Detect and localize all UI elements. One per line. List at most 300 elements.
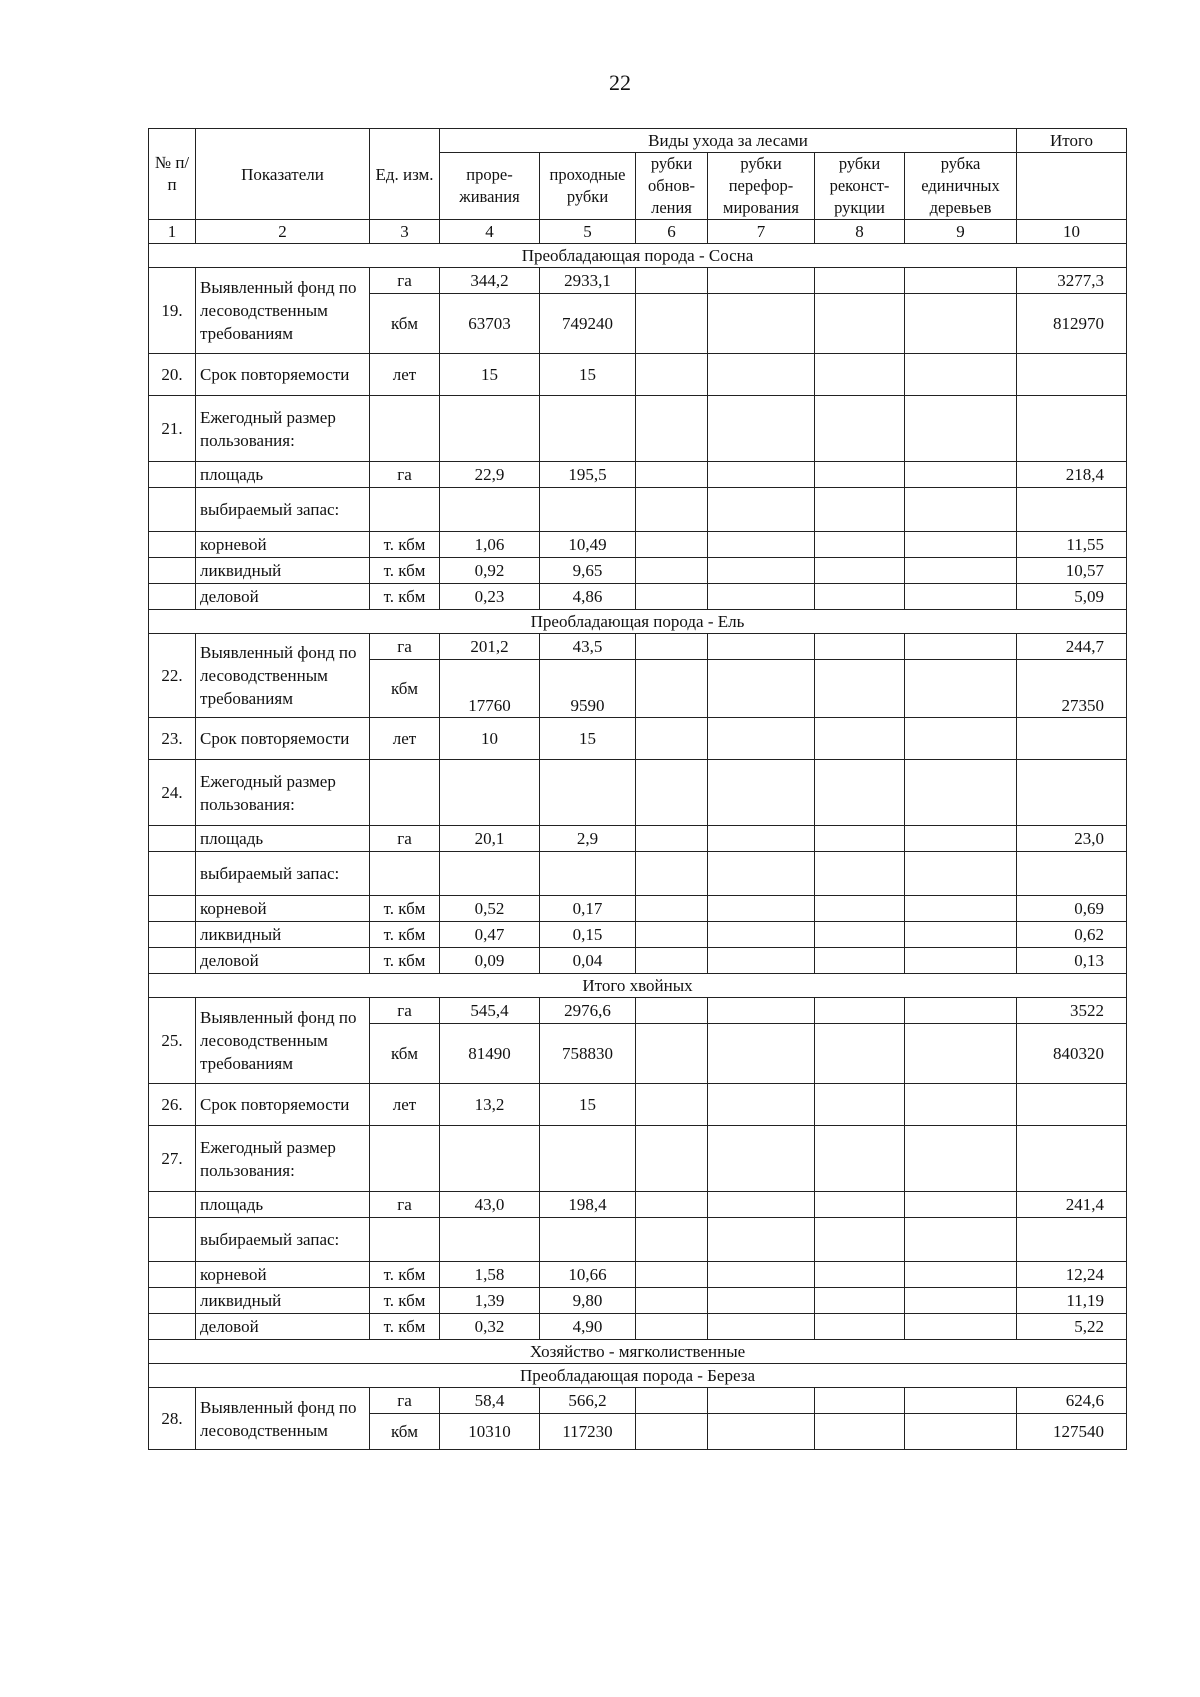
empty-cell — [708, 1288, 815, 1314]
value-passage-cutting: 749240 — [540, 294, 636, 354]
column-number: 4 — [440, 220, 540, 244]
row-number — [149, 558, 196, 584]
row-number: 26. — [149, 1084, 196, 1126]
empty-cell — [708, 1262, 815, 1288]
empty-cell — [905, 558, 1017, 584]
empty-cell — [905, 826, 1017, 852]
unit-cell: га — [370, 1388, 440, 1414]
empty-cell — [636, 1192, 708, 1218]
empty-cell — [815, 826, 905, 852]
empty-cell — [815, 1024, 905, 1084]
row-number: 27. — [149, 1126, 196, 1192]
empty-cell — [815, 1218, 905, 1262]
unit-cell: т. кбм — [370, 948, 440, 974]
value-total: 5,22 — [1017, 1314, 1127, 1340]
row-number: 28. — [149, 1388, 196, 1450]
value-thinning: 0,09 — [440, 948, 540, 974]
stock-row — [149, 488, 1127, 532]
empty-cell — [440, 1218, 540, 1262]
empty-cell — [905, 294, 1017, 354]
empty-cell — [708, 488, 815, 532]
empty-cell — [905, 998, 1017, 1024]
indicator-label: ликвидный — [196, 558, 370, 584]
empty-cell — [708, 1126, 815, 1192]
value-thinning: 17760 — [440, 660, 540, 718]
empty-cell — [815, 1192, 905, 1218]
period-row — [149, 718, 1127, 760]
value-passage-cutting: 758830 — [540, 1024, 636, 1084]
column-numbers-row — [149, 220, 1127, 244]
value-total: 244,7 — [1017, 634, 1127, 660]
empty-cell — [370, 1218, 440, 1262]
value-passage-cutting: 0,04 — [540, 948, 636, 974]
empty-cell — [636, 896, 708, 922]
indicator-label: Выявленный фонд по лесоводственным требованиям — [196, 998, 370, 1084]
indicator-label: деловой — [196, 948, 370, 974]
empty-cell — [905, 760, 1017, 826]
row-number: 20. — [149, 354, 196, 396]
empty-cell — [636, 1314, 708, 1340]
value-thinning: 63703 — [440, 294, 540, 354]
empty-cell — [1017, 488, 1127, 532]
header-type-line: рубка — [940, 154, 981, 173]
area-row — [149, 1192, 1127, 1218]
empty-cell — [905, 354, 1017, 396]
value-thinning: 15 — [440, 354, 540, 396]
empty-cell — [636, 718, 708, 760]
value-thinning: 1,06 — [440, 532, 540, 558]
value-thinning: 0,32 — [440, 1314, 540, 1340]
empty-cell — [815, 922, 905, 948]
section-title-row — [149, 974, 1127, 998]
page-number: 22 — [609, 70, 631, 95]
value-thinning: 81490 — [440, 1024, 540, 1084]
header-num: № п/п — [149, 129, 196, 220]
fund-row-ha — [149, 634, 1127, 660]
liquid-row — [149, 922, 1127, 948]
value-total: 3277,3 — [1017, 268, 1127, 294]
unit-cell: га — [370, 634, 440, 660]
empty-cell — [815, 354, 905, 396]
row-number — [149, 584, 196, 610]
row-number — [149, 1262, 196, 1288]
empty-cell — [1017, 760, 1127, 826]
unit-cell: кбм — [370, 294, 440, 354]
empty-cell — [708, 558, 815, 584]
header-type-1 — [440, 153, 540, 220]
empty-cell — [708, 1218, 815, 1262]
empty-cell — [708, 354, 815, 396]
value-thinning: 10 — [440, 718, 540, 760]
fund-row-ha — [149, 998, 1127, 1024]
indicator-label: площадь — [196, 462, 370, 488]
unit-cell: га — [370, 826, 440, 852]
header-type-4 — [708, 153, 815, 220]
unit-cell: т. кбм — [370, 584, 440, 610]
empty-cell — [636, 1388, 708, 1414]
empty-cell — [636, 634, 708, 660]
indicator-label: корневой — [196, 1262, 370, 1288]
value-total: 127540 — [1017, 1414, 1127, 1450]
empty-cell — [708, 294, 815, 354]
empty-cell — [540, 396, 636, 462]
business-row — [149, 584, 1127, 610]
value-thinning: 10310 — [440, 1414, 540, 1450]
row-number: 21. — [149, 396, 196, 462]
empty-cell — [636, 268, 708, 294]
empty-cell — [440, 488, 540, 532]
column-number: 10 — [1017, 220, 1127, 244]
value-passage-cutting: 566,2 — [540, 1388, 636, 1414]
column-number: 7 — [708, 220, 815, 244]
value-total: 241,4 — [1017, 1192, 1127, 1218]
column-number: 8 — [815, 220, 905, 244]
header-type-line: перефор- — [728, 176, 794, 195]
empty-cell — [370, 852, 440, 896]
unit-cell: лет — [370, 718, 440, 760]
header-type-line: реконст- — [829, 176, 890, 195]
root-row — [149, 532, 1127, 558]
empty-cell — [815, 660, 905, 718]
value-total: 10,57 — [1017, 558, 1127, 584]
unit-cell: га — [370, 998, 440, 1024]
value-thinning: 20,1 — [440, 826, 540, 852]
value-passage-cutting: 198,4 — [540, 1192, 636, 1218]
empty-cell — [905, 634, 1017, 660]
empty-cell — [540, 1126, 636, 1192]
indicator-label: площадь — [196, 1192, 370, 1218]
unit-cell: т. кбм — [370, 922, 440, 948]
empty-cell — [440, 852, 540, 896]
empty-cell — [815, 896, 905, 922]
header-type-line: рукции — [834, 198, 885, 217]
empty-cell — [905, 852, 1017, 896]
value-thinning: 22,9 — [440, 462, 540, 488]
value-thinning: 0,92 — [440, 558, 540, 584]
empty-cell — [815, 532, 905, 558]
empty-cell — [905, 1262, 1017, 1288]
empty-cell — [708, 826, 815, 852]
header-type-line: рубки — [838, 154, 881, 173]
value-passage-cutting: 15 — [540, 1084, 636, 1126]
value-total: 3522 — [1017, 998, 1127, 1024]
value-thinning: 1,39 — [440, 1288, 540, 1314]
header-total: Итого — [1017, 129, 1127, 153]
value-passage-cutting: 43,5 — [540, 634, 636, 660]
empty-cell — [905, 1024, 1017, 1084]
empty-cell — [708, 852, 815, 896]
header-type-2 — [540, 153, 636, 220]
header-type-line: проходные — [549, 165, 626, 184]
value-passage-cutting: 0,15 — [540, 922, 636, 948]
empty-cell — [815, 584, 905, 610]
annual-row — [149, 396, 1127, 462]
value-thinning: 43,0 — [440, 1192, 540, 1218]
indicator-label: деловой — [196, 584, 370, 610]
liquid-row — [149, 1288, 1127, 1314]
empty-cell — [636, 488, 708, 532]
row-number: 19. — [149, 268, 196, 354]
empty-cell — [708, 922, 815, 948]
farm-title-row — [149, 1340, 1127, 1364]
empty-cell — [540, 488, 636, 532]
unit-cell: т. кбм — [370, 1288, 440, 1314]
empty-cell — [905, 948, 1017, 974]
indicator-label: Срок повторяемости — [196, 1084, 370, 1126]
unit-cell: га — [370, 268, 440, 294]
indicator-label: площадь — [196, 826, 370, 852]
empty-cell — [905, 1126, 1017, 1192]
root-row — [149, 1262, 1127, 1288]
section-title-row — [149, 1364, 1127, 1388]
value-thinning: 201,2 — [440, 634, 540, 660]
header-type-line: мирования — [723, 198, 799, 217]
empty-cell — [370, 488, 440, 532]
empty-cell — [636, 294, 708, 354]
section-title: Итого хвойных — [149, 974, 1127, 998]
value-passage-cutting: 0,17 — [540, 896, 636, 922]
fund-row-ha — [149, 1388, 1127, 1414]
header-indicators: Показатели — [196, 129, 370, 220]
value-total: 0,69 — [1017, 896, 1127, 922]
empty-cell — [815, 268, 905, 294]
value-total — [1017, 718, 1127, 760]
empty-cell — [815, 718, 905, 760]
empty-cell — [540, 852, 636, 896]
empty-cell — [905, 268, 1017, 294]
empty-cell — [708, 718, 815, 760]
header-unit: Ед. изм. — [370, 129, 440, 220]
empty-cell — [636, 826, 708, 852]
value-thinning: 0,23 — [440, 584, 540, 610]
value-passage-cutting: 9,80 — [540, 1288, 636, 1314]
column-number: 1 — [149, 220, 196, 244]
empty-cell — [905, 1314, 1017, 1340]
row-number — [149, 852, 196, 896]
value-thinning: 1,58 — [440, 1262, 540, 1288]
empty-cell — [636, 1414, 708, 1450]
empty-cell — [708, 1414, 815, 1450]
value-passage-cutting: 195,5 — [540, 462, 636, 488]
empty-cell — [636, 354, 708, 396]
empty-cell — [708, 634, 815, 660]
empty-cell — [540, 760, 636, 826]
value-passage-cutting: 9590 — [540, 660, 636, 718]
header-type-5 — [815, 153, 905, 220]
indicator-label: деловой — [196, 1314, 370, 1340]
empty-cell — [636, 948, 708, 974]
unit-cell: т. кбм — [370, 1262, 440, 1288]
empty-cell — [708, 1084, 815, 1126]
indicator-label: Ежегодный размер пользования: — [196, 396, 370, 462]
empty-cell — [440, 760, 540, 826]
column-number: 6 — [636, 220, 708, 244]
empty-cell — [815, 760, 905, 826]
row-number: 24. — [149, 760, 196, 826]
empty-cell — [815, 1084, 905, 1126]
table-body — [149, 129, 1127, 1450]
empty-cell — [636, 1288, 708, 1314]
section-title-row — [149, 244, 1127, 268]
indicator-label: корневой — [196, 896, 370, 922]
section-title: Преобладающая порода - Береза — [149, 1364, 1127, 1388]
indicator-label: выбираемый запас: — [196, 488, 370, 532]
row-number: 25. — [149, 998, 196, 1084]
empty-cell — [905, 660, 1017, 718]
row-number — [149, 1192, 196, 1218]
value-total: 624,6 — [1017, 1388, 1127, 1414]
empty-cell — [708, 268, 815, 294]
header-type-line: обнов- — [647, 176, 695, 195]
empty-cell — [636, 532, 708, 558]
unit-cell: кбм — [370, 1414, 440, 1450]
value-passage-cutting: 117230 — [540, 1414, 636, 1450]
empty-cell — [440, 396, 540, 462]
indicator-label: выбираемый запас: — [196, 1218, 370, 1262]
empty-cell — [636, 1126, 708, 1192]
header-row-1 — [149, 129, 1127, 153]
empty-cell — [815, 462, 905, 488]
column-number: 5 — [540, 220, 636, 244]
empty-cell — [636, 1218, 708, 1262]
stock-row — [149, 1218, 1127, 1262]
header-type-line: деревьев — [929, 198, 992, 217]
row-number — [149, 948, 196, 974]
header-type-line: ления — [651, 198, 692, 217]
empty-cell — [1017, 1218, 1127, 1262]
row-number — [149, 1314, 196, 1340]
empty-cell — [905, 922, 1017, 948]
period-row — [149, 1084, 1127, 1126]
empty-cell — [905, 532, 1017, 558]
liquid-row — [149, 558, 1127, 584]
forest-care-table — [148, 128, 1127, 1450]
header-type-line: рубки — [650, 154, 693, 173]
header-type-line: рубки — [740, 154, 782, 173]
empty-cell — [636, 558, 708, 584]
empty-cell — [636, 1024, 708, 1084]
empty-cell — [905, 1084, 1017, 1126]
period-row — [149, 354, 1127, 396]
empty-cell — [1017, 1126, 1127, 1192]
value-total: 27350 — [1017, 660, 1127, 718]
empty-cell — [815, 1388, 905, 1414]
row-number — [149, 896, 196, 922]
indicator-label: ликвидный — [196, 1288, 370, 1314]
empty-cell — [815, 998, 905, 1024]
empty-cell — [815, 948, 905, 974]
value-total: 840320 — [1017, 1024, 1127, 1084]
annual-row — [149, 1126, 1127, 1192]
header-total-blank — [1017, 153, 1127, 220]
value-passage-cutting: 4,90 — [540, 1314, 636, 1340]
empty-cell — [905, 1388, 1017, 1414]
value-total: 11,55 — [1017, 532, 1127, 558]
value-total: 0,13 — [1017, 948, 1127, 974]
header-care-types: Виды ухода за лесами — [440, 129, 1017, 153]
header-type-3 — [636, 153, 708, 220]
empty-cell — [708, 396, 815, 462]
value-thinning: 58,4 — [440, 1388, 540, 1414]
area-row — [149, 826, 1127, 852]
empty-cell — [815, 294, 905, 354]
empty-cell — [905, 488, 1017, 532]
empty-cell — [815, 1314, 905, 1340]
empty-cell — [815, 558, 905, 584]
root-row — [149, 896, 1127, 922]
empty-cell — [815, 488, 905, 532]
value-passage-cutting: 10,49 — [540, 532, 636, 558]
value-passage-cutting: 9,65 — [540, 558, 636, 584]
indicator-label: Выявленный фонд по лесоводственным требованиям — [196, 268, 370, 354]
empty-cell — [815, 1288, 905, 1314]
indicator-label: Выявленный фонд по лесоводственным — [196, 1388, 370, 1450]
value-passage-cutting: 10,66 — [540, 1262, 636, 1288]
empty-cell — [815, 1126, 905, 1192]
empty-cell — [1017, 852, 1127, 896]
empty-cell — [905, 1288, 1017, 1314]
section-title: Преобладающая порода - Сосна — [149, 244, 1127, 268]
row-number — [149, 488, 196, 532]
empty-cell — [708, 1024, 815, 1084]
empty-cell — [636, 852, 708, 896]
empty-cell — [708, 760, 815, 826]
empty-cell — [905, 584, 1017, 610]
empty-cell — [636, 584, 708, 610]
value-total: 812970 — [1017, 294, 1127, 354]
empty-cell — [708, 1388, 815, 1414]
stock-row — [149, 852, 1127, 896]
indicator-label: ликвидный — [196, 922, 370, 948]
empty-cell — [905, 462, 1017, 488]
empty-cell — [370, 1126, 440, 1192]
empty-cell — [708, 998, 815, 1024]
row-number — [149, 1218, 196, 1262]
section-title-row — [149, 610, 1127, 634]
empty-cell — [636, 1262, 708, 1288]
empty-cell — [708, 584, 815, 610]
header-type-line: рубки — [566, 187, 609, 206]
empty-cell — [636, 396, 708, 462]
section-title: Хозяйство - мягколиственные — [149, 1340, 1127, 1364]
empty-cell — [636, 922, 708, 948]
column-number: 3 — [370, 220, 440, 244]
value-total — [1017, 354, 1127, 396]
row-number — [149, 826, 196, 852]
header-type-line: единичных — [921, 176, 1000, 195]
empty-cell — [540, 1218, 636, 1262]
empty-cell — [708, 896, 815, 922]
section-title: Преобладающая порода - Ель — [149, 610, 1127, 634]
indicator-label: Выявленный фонд по лесоводственным требованиям — [196, 634, 370, 718]
indicator-label: выбираемый запас: — [196, 852, 370, 896]
empty-cell — [708, 1314, 815, 1340]
row-number — [149, 462, 196, 488]
annual-row — [149, 760, 1127, 826]
value-passage-cutting: 15 — [540, 354, 636, 396]
empty-cell — [708, 948, 815, 974]
row-number — [149, 532, 196, 558]
empty-cell — [905, 1218, 1017, 1262]
unit-cell: кбм — [370, 660, 440, 718]
empty-cell — [905, 396, 1017, 462]
value-total: 23,0 — [1017, 826, 1127, 852]
indicator-label: Срок повторяемости — [196, 354, 370, 396]
value-total: 0,62 — [1017, 922, 1127, 948]
empty-cell — [815, 634, 905, 660]
empty-cell — [708, 532, 815, 558]
empty-cell — [440, 1126, 540, 1192]
